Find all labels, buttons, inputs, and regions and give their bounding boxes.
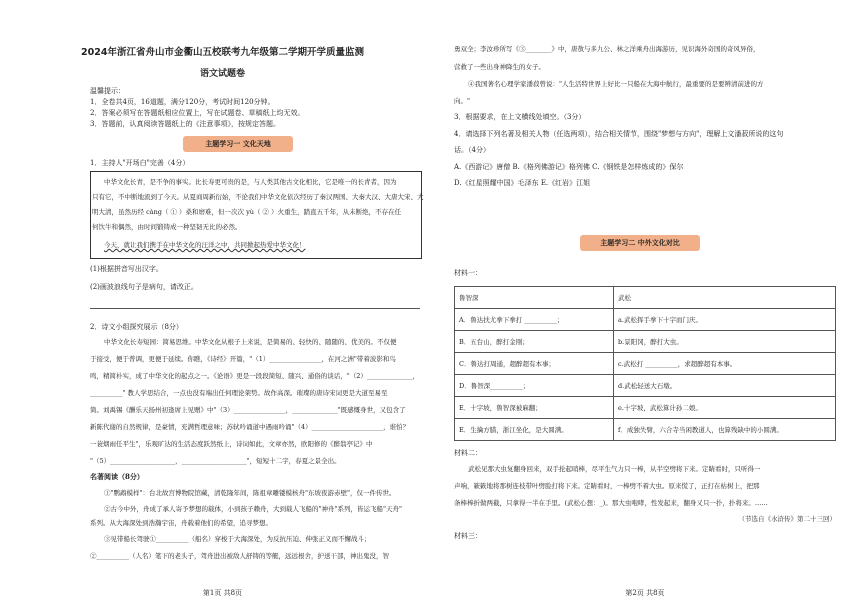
choice-line: A.《西游记》唐僧 B.《格列佛游记》格列佛 C.《钢铁是怎样炼成的》保尔: [454, 163, 684, 171]
material-2-label: 材料二：: [454, 449, 482, 457]
table-row: [455, 331, 836, 353]
table-cell: f．成独失臂，六合寺当闲教道人，也算残缺中的小圆满。: [614, 419, 836, 441]
table-cell: e.十字坡，武松算计孙二娘。: [614, 397, 836, 419]
notice-item: 1．全卷共4页，16道题，满分120分，考试时间120分钟。: [90, 98, 275, 106]
table-cell: c.武松打 __________，求超醉超有本事。: [614, 353, 836, 375]
reading-line: ①"鹦鹉模样"：台北故宫博物院馆藏，清乾隆年间，陈祖章雕镂模核舟"东坡夜游赤壁"，仅一件传世。: [104, 489, 396, 497]
exam-subtitle: 语文试题卷: [199, 69, 245, 79]
table-cell: B．五台山，醉打金刚；: [455, 331, 614, 353]
table-header-cell: 鲁智深: [455, 287, 614, 309]
table-cell: E．十字坡，鲁智深被麻翻；: [455, 397, 614, 419]
material-2-source: （节选自《水浒传》第二十三回）: [738, 515, 836, 523]
passage-line: 只有它，不中断地流到了今天。从夏商周新衍始，不论我们中华文化依次经历了秦汉两国、大秦大汉、大唐大宋、大: [92, 193, 424, 201]
exam-title: 2024年浙江省舟山市金衢山五校联考九年级第二学期开学质量监测: [81, 47, 364, 58]
paragraph-line: "（5）____________________，____________________"，短短十二字，春夏之景全出。: [90, 457, 341, 465]
table-cell: A．鲁达扶尤拳下拳打 __________；: [455, 309, 614, 331]
paragraph-line: 于接受，便于普调，更便于延续。你瞧，《诗经》开篇，"（1）________________，在河之洲"带着波影和鸟: [90, 355, 396, 363]
notice-head: 温馨提示：: [90, 87, 125, 95]
text-line: 勇双全；李汝珍所写《③________》中，唐敖与多九公、林之洋乘舟出海游历，见识海外奇国的奇风异俗，: [454, 45, 760, 53]
table-cell: b.景阳冈，醉打大虫。: [614, 331, 836, 353]
page-footer: 第2页 共8页: [625, 589, 665, 597]
table-row: [455, 353, 836, 375]
question-1-sub1: (1)根据拼音写出汉字。: [90, 265, 163, 273]
text-line: ④我国著名心理学家潘菽曾说："人生活特世界上好比一只船在大海中航行，最重要的是要辨清前进的方: [468, 80, 764, 88]
table-row: [455, 397, 836, 419]
table-row: [455, 419, 836, 441]
reading-line: 系列。从大海深处到浩瀚宇宙，舟载着他们的希望，追寻梦想。: [90, 519, 272, 527]
material-2-line: 条棒棒折做两截，只拿得一半在手里。(武松心想：_)。那大虫咆哮，性发起来，翻身又只一扑，扑将来。……: [454, 499, 768, 507]
table-row: [455, 309, 836, 331]
paragraph-line: 一蓑烟雨任平生"，乐观旷达的生活态度跃然纸上，诗词如此，文章亦然，欧阳修的《醉翁亭记》中: [90, 440, 373, 448]
question-4-cont: 话。（4分）: [454, 146, 490, 154]
table-header-cell: 武松: [614, 287, 836, 309]
question-3: 3．根据要求，在上文横线处填空。（3分）: [454, 113, 586, 121]
question-1-sub2: (2)画波浪线句子是病句，请改正。: [90, 283, 198, 291]
reading-head: 名著阅读（8分）: [90, 472, 144, 481]
wavy-sentence: 今天，就让我们携手在中华文化的汪洋之中，共同掀起热爱中华文化！: [104, 241, 306, 249]
notice-item: 3．答题前，认真阅读答题纸上的《注意事项》，按规定答题。: [90, 120, 280, 128]
material-2-line: 武松见那大虫复翻身回来，双手抡起哨棒，尽平生气力只一棒，从半空劈将下来。定睛看时，只听得一: [468, 465, 761, 473]
text-line: 营救了一些出身神降生的女子。: [454, 63, 545, 71]
section-banner-1: 主题学习一 文化天地: [183, 136, 293, 152]
table-row: [455, 375, 836, 397]
passage-line: 何饮牛和偶然，由时间锻铸成一种坚韧无比的必然。: [92, 223, 242, 231]
reading-line: ③见带船长驾驶①__________（船名）穿梭于大海深处，为反抗压迫、伸张正义而不懈战斗；: [104, 535, 371, 543]
question-4: 4．请选择下列名著及相关人物（任选两项），结合相关情节，围绕"梦想与方向"，理解上文潘菽所说的这句: [454, 130, 784, 138]
paragraph-line: __________" 教人学思结合，一点也没有端出任何理论架势。故作高深。璀璨的唐诗宋词更是大道至易至: [90, 389, 388, 397]
comparison-table: [454, 286, 836, 441]
passage-line: 中华文化长青，是不争的事实。比长寿更可贵的是，与人类其他古文化相比，它是唯一的长青者，因为: [104, 178, 397, 186]
reading-line: ②古今中外，舟成了承人寄予梦想的载体，小到孩子赖舟，大到载人飞船的"神舟"系列，皆运飞船"天舟": [104, 505, 402, 513]
table-cell: D．鲁智深__________；: [455, 375, 614, 397]
right-page: [430, 0, 860, 608]
notice-item: 2．答案必须写在答题纸相应位置上，写在试题卷、草稿纸上均无效。: [90, 109, 305, 117]
table-cell: C．鲁达打周通，超醉超有本事；: [455, 353, 614, 375]
paragraph-line: 新陈代谢的自然规律，是豪情，充满哲理意味；苏轼吟诵道中遇雨吟诵"（4）______________________，谁怕？: [90, 423, 410, 431]
section-banner-2: 主题学习二 中外文化对比: [580, 235, 700, 251]
material-1-label: 材料一：: [454, 269, 482, 277]
answer-line: [90, 308, 420, 309]
paragraph-line: 鸣，精简朴实，成了中华文化的起点之一。《论语》更是一段段简短、随兴、通俗的谈话，"（2）______________，: [90, 372, 419, 380]
text-line: 向。": [454, 97, 470, 105]
table-cell: E．生擒方腊，浙江坐化，是大圆满。: [455, 419, 614, 441]
table-header-row: [455, 287, 836, 309]
choice-line: D.《红星照耀中国》毛泽东 E.《红岩》江姐: [454, 179, 591, 187]
material-2-line: 声响，簌簌地将那树连枝带叶劈脸打将下来。定睛看时，一棒劈不着大虫。原来慌了，正打在枯树上，把那: [454, 482, 760, 490]
paragraph-line: 简。刘禹锡《酬乐天扬州初逢席上见赠》中"（3）________________，______________"既感慨身世，又包含了: [90, 406, 406, 414]
material-3-label: 材料三：: [454, 532, 482, 540]
table-cell: a.武松挥手拳下十字而门庆。: [614, 309, 836, 331]
question-2: 2．诗文小组探究展示（8分）: [90, 323, 183, 331]
passage-line: 明大清，虽然历经 càng（ ① ）桑和磨难，但一次次 yù（ ② ）火重生，踏直五千年，从未断绝，不存在任: [92, 208, 402, 216]
reading-line: ②__________（人名）笔下的老头子，驾舟进出被敌人舒铸的等艇，远远根舍，护送干部，神出鬼没，智: [90, 552, 389, 560]
paragraph-line: 中华文化长寿短园：简易思维。中华文化从根子上来说，是简易的、轻快的、随随的、优美的。不仅便: [104, 338, 397, 346]
page-footer: 第1页 共8页: [202, 589, 243, 597]
question-1: 1．主持人"开场白"完善（4分）: [90, 159, 190, 167]
table-cell: d.武松轻送大石墩。: [614, 375, 836, 397]
